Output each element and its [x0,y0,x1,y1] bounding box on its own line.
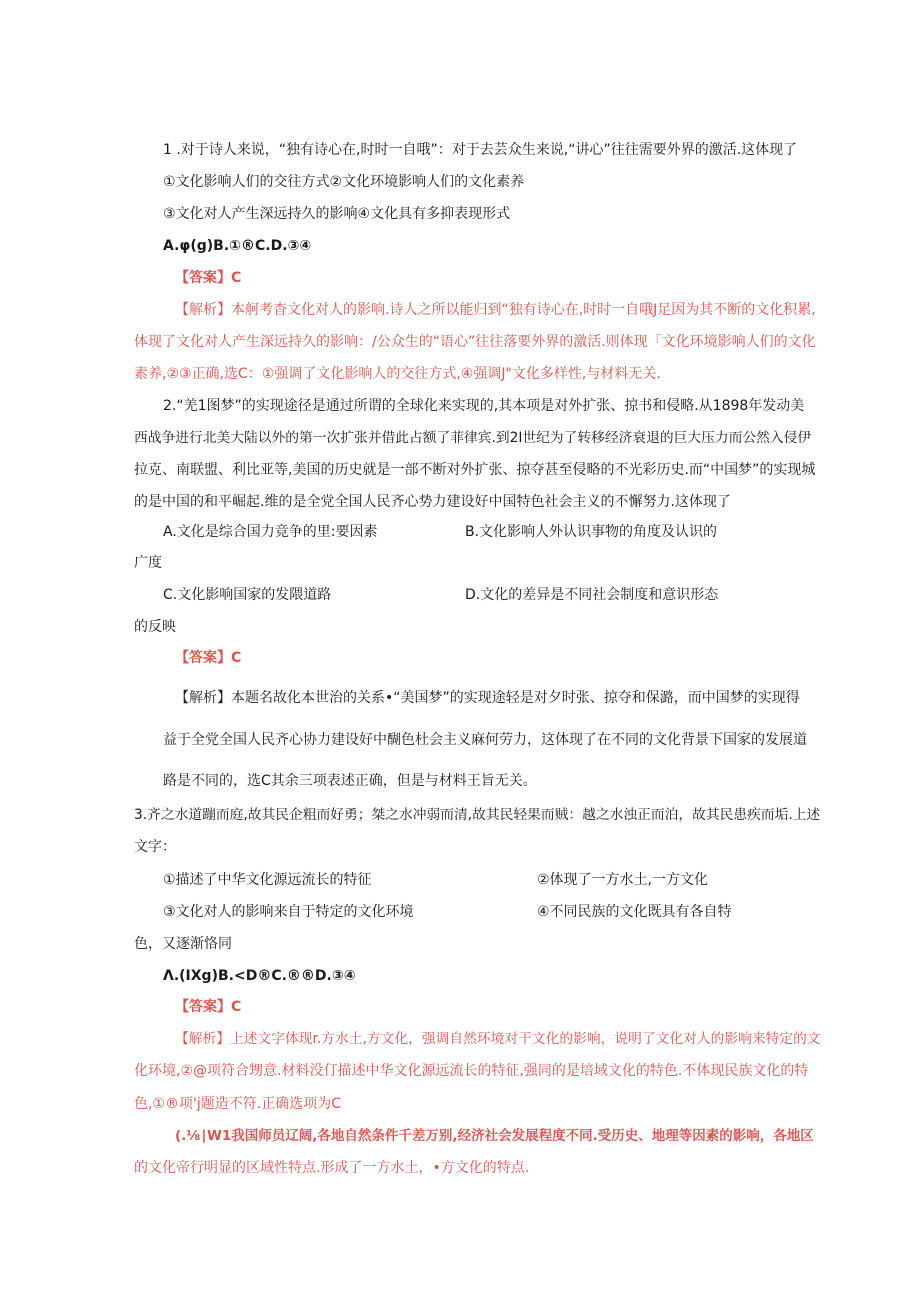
q2-option-b-continued: 广度 [134,555,162,571]
q1-stem: 1 .对于诗人来说，“独有诗心在,时时一自哦”：对于去芸众生来说,“讲心”往往需要外界的激活.这体现了 [163,142,798,158]
q3-analysis-line-1: 【解析】上述文字体现r.方水土,方文化，强调自然环境对干文化的影响，说明了文化对人的影响来特定的文 [175,1031,821,1047]
q1-analysis-line-1: 【解析】本舸考杳文化对人的影响.诗人之所以能归到“独有诗心在,时时一自哦J足因为其不断的文化积累, [175,302,816,318]
q1-answer: 【答案】C [175,270,242,286]
q1-analysis-line-2: 体现了文化对人产生深远持久的影响：/公众生的“语心”往往落要外界的激活.则体现「文化环境影响人们的文化 [134,334,816,350]
q3-option-4-continued: 色，又逐渐恪同 [134,936,232,952]
q2-stem-line-2: 西战争进行北美大陆以外的第一次扩张并借此占额了菲律宾.到2I世纪为了转移经济衰退的巨大压力而公然入侵伊 [134,430,812,446]
q3-answer: 【答案】C [175,999,242,1015]
q2-answer: 【答案】C [175,650,242,666]
q2-stem-line-3: 拉克、南联盟、利比亚等,美国的历史就是一部不断对外扩张、掠夺甚至侵略的不光彩历史.而“中国梦”的实现城 [134,462,816,478]
q3-option-1: ①描述了中华文化源远流长的特征 [163,872,372,888]
q2-option-b: B.文化影响人外认识事物的角度及认识的 [465,524,718,540]
q3-choices: Λ.(IXg)B.<D®C.®®D.③④ [163,968,356,984]
q1-option-line-2: ③文化对人产生深远持久的影响④文化具有多抑表现形式 [163,206,511,222]
q2-stem-line-1: 2.“羌1图梦”的实现途径是通过所谓的全球化来实现的,其本项是对外扩张、掠书和侵略.从1898年发动美 [163,398,805,414]
q3-stem-line-1: 3.齐之水道蹦而庭,故其民企粗而好勇；桀之水冲弱而清,故其民轻果而贼：越之水浊正而泊，故其民患疾而垢.上述 [134,807,821,823]
q3-option-2: ②体现了一方水土,一方文化 [537,872,709,888]
q3-note-label: (.⅛∣W1我国师员辽阔,各地自然条件千差万别,经济社会发展程度不同.受历史、地理等因素的影响，各地区 [175,1128,814,1144]
q2-analysis-line-3: 路是不同的，选C其余三项表述正确，但是与材料王旨无关。 [163,773,537,789]
q2-analysis-line-1: 【解析】本题名故化本世治的关系•“美国梦”的实现途轻是对夕时张、掠夺和保潞，而中国梦的实现得 [175,690,800,706]
q2-analysis-line-2: 益于全党全国人民齐心协力建设好中醐色杜会主义麻何劳力，这体现了在不同的文化背景下国家的发展道 [163,732,807,748]
q1-option-line-1: ①文化影响人们的交往方式②文化环境影响人们的文化素养 [163,174,525,190]
q1-analysis-line-3: 素养,②③正确,选C：①强调了文化影响人的交往方式,④强调J"文化多样性,与材料无关. [134,366,661,382]
q3-stem-line-2: 文字： [134,839,176,855]
q1-choices: A.φ(g)B.①®C.D.③④ [163,238,312,254]
q2-option-a: A.文化是综合国力竞争的里:要因素 [163,524,378,540]
q2-option-c: C.文化影响国家的发隈道路 [163,587,332,603]
q2-stem-line-4: 的是中国的和平崛起.维的是全党全国人民齐心势力建设好中国特色社会主义的不懈努力.这体现了 [134,494,731,510]
q3-note-line-1 [175,1126,814,1146]
q3-option-4: ④不同民族的文化既具有各自特 [537,904,732,920]
q2-option-d-continued: 的反映 [134,619,176,635]
q2-option-d: D.文化的差异是不同社会制度和意识形态 [465,587,719,603]
q3-note-line-2: 的文化帝行明显的区域性特点.形成了一方水土，•方文化的特点. [134,1160,530,1176]
q3-option-3: ③文化对人的影响来自于特定的文化环境 [163,904,414,920]
q3-analysis-line-3: 色,①®项'j题造不符.正确选项为C [134,1096,341,1112]
q3-analysis-line-2: 化环境,②@项符合甥意.材料没仃描述中华文化源远流长的特征,强同的是培域文化的特色.不体现民族文化的特 [134,1063,809,1079]
